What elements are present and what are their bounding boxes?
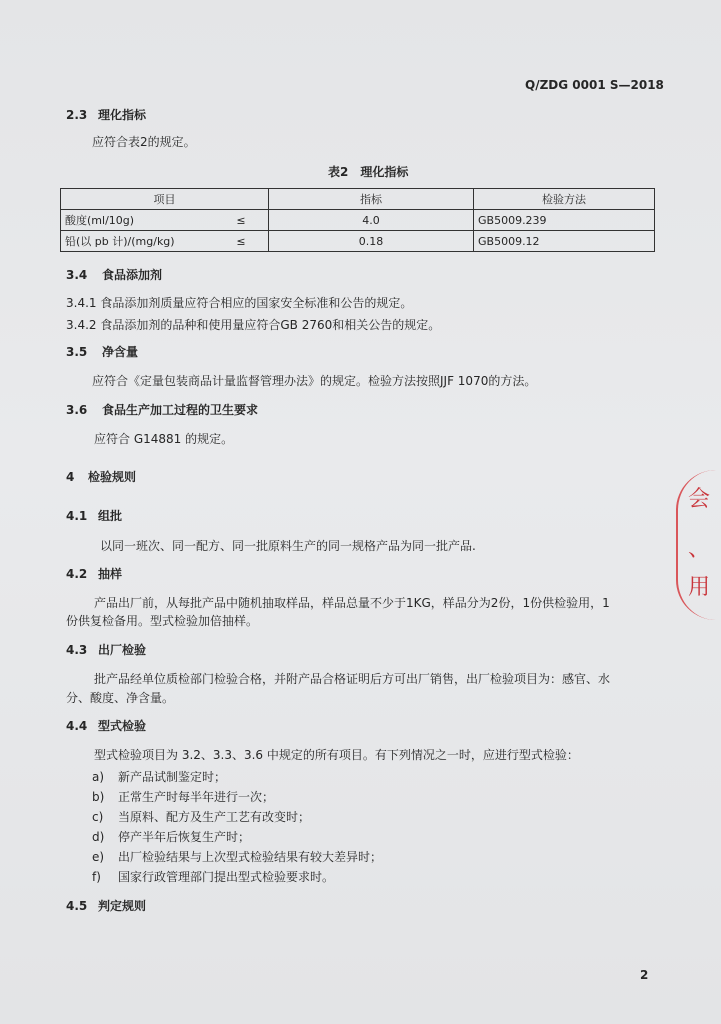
row-operator: ≤ <box>214 210 269 231</box>
row-item: 酸度(ml/10g) <box>61 210 215 231</box>
list-text: 国家行政管理部门提出型式检验要求时。 <box>118 870 335 884</box>
section-4-3-line2: 分、酸度、净含量。 <box>66 691 175 705</box>
section-4-4-heading <box>66 717 146 734</box>
list-item <box>92 788 274 805</box>
section-4-1-text: 以同一班次、同一配方、同一批原料生产的同一规格产品为同一批产品. <box>100 539 476 553</box>
list-label: f) <box>92 870 101 884</box>
stamp-char: 用 <box>688 575 711 600</box>
list-label: e) <box>92 850 105 864</box>
section-number: 4.5 <box>66 899 88 913</box>
clause-3-4-1: 3.4.1 食品添加剂质量应符合相应的国家安全标准和公告的规定。 <box>66 296 413 310</box>
table-header-row <box>61 189 655 210</box>
section-3-5-heading <box>66 343 138 360</box>
indicator-table <box>60 188 655 252</box>
section-title: 判定规则 <box>98 899 147 913</box>
row-value: 0.18 <box>269 231 474 252</box>
section-3-6-text: 应符合 G14881 的规定。 <box>94 432 234 446</box>
table-row <box>61 231 655 252</box>
stamp-char: 会 <box>688 487 711 512</box>
red-seal-stamp <box>676 470 721 620</box>
section-4-3-line1: 批产品经单位质检部门检验合格，并附产品合格证明后方可出厂销售，出厂检验项目为：感官、水 <box>94 672 611 686</box>
table-row <box>61 210 655 231</box>
clause-3-4-2: 3.4.2 食品添加剂的品种和使用量应符合GB 2760和相关公告的规定。 <box>66 318 441 332</box>
section-4-2-line1: 产品出厂前，从每批产品中随机抽取样品，样品总量不少于1KG，样品分为2份，1份供检验用，1 <box>94 596 610 610</box>
row-value: 4.0 <box>269 210 474 231</box>
page-number: 2 <box>640 968 649 982</box>
section-4-5-heading <box>66 897 146 914</box>
table-header-method: 检验方法 <box>474 189 655 210</box>
section-number: 4.1 <box>66 509 88 523</box>
list-item <box>92 768 226 785</box>
section-4-2-heading <box>66 565 122 582</box>
section-title: 净含量 <box>102 345 139 359</box>
list-item <box>92 848 382 865</box>
section-number: 3.4 <box>66 268 88 282</box>
section-title: 组批 <box>98 509 123 523</box>
list-label: b) <box>92 790 105 804</box>
section-title: 型式检验 <box>98 719 147 733</box>
list-text: 停产半年后恢复生产时； <box>118 830 251 844</box>
row-method: GB5009.12 <box>474 231 655 252</box>
row-operator: ≤ <box>214 231 269 252</box>
section-title: 食品添加剂 <box>102 268 163 282</box>
list-label: a) <box>92 770 105 784</box>
section-number: 3.6 <box>66 403 88 417</box>
section-number: 3.5 <box>66 345 88 359</box>
list-text: 正常生产时每半年进行一次； <box>118 790 275 804</box>
section-number: 2.3 <box>66 108 88 122</box>
list-text: 新产品试制鉴定时； <box>118 770 227 784</box>
section-number: 4.3 <box>66 643 88 657</box>
table-header-indicator: 指标 <box>269 189 474 210</box>
section-3-4-heading <box>66 266 162 283</box>
section-title: 食品生产加工过程的卫生要求 <box>102 403 259 417</box>
section-4-3-heading <box>66 641 146 658</box>
section-4-heading <box>66 468 136 485</box>
section-3-5-text: 应符合《定量包装商品计量监督管理办法》的规定。检验方法按照JJF 1070的方法。 <box>92 374 537 388</box>
list-text: 当原料、配方及生产工艺有改变时； <box>118 810 311 824</box>
section-number: 4.4 <box>66 719 88 733</box>
standard-code: Q/ZDG 0001 S—2018 <box>525 78 664 92</box>
list-text: 出厂检验结果与上次型式检验结果有较大差异时； <box>118 850 383 864</box>
table-header-item: 项目 <box>61 189 269 210</box>
section-4-1-heading <box>66 507 122 524</box>
list-label: d) <box>92 830 105 844</box>
section-4-4-intro: 型式检验项目为 3.2、3.3、3.6 中规定的所有项目。有下列情况之一时，应进行型式检验： <box>94 748 579 762</box>
list-label: c) <box>92 810 104 824</box>
row-item: 铅(以 pb 计)/(mg/kg) <box>61 231 215 252</box>
list-item <box>92 808 310 825</box>
section-2-3-text: 应符合表2的规定。 <box>92 135 196 149</box>
section-title: 出厂检验 <box>98 643 147 657</box>
section-number: 4 <box>66 470 75 484</box>
list-item <box>92 828 250 845</box>
table-caption: 表2 理化指标 <box>328 165 409 179</box>
section-4-2-line2: 份供复检备用。型式检验加倍抽样。 <box>66 614 259 628</box>
stamp-char: 、 <box>688 537 711 562</box>
section-number: 4.2 <box>66 567 88 581</box>
section-title: 抽样 <box>98 567 123 581</box>
section-3-6-heading <box>66 401 258 418</box>
section-2-3-heading <box>66 106 146 123</box>
row-method: GB5009.239 <box>474 210 655 231</box>
section-title: 检验规则 <box>88 470 137 484</box>
section-title: 理化指标 <box>98 108 147 122</box>
list-item <box>92 868 334 885</box>
